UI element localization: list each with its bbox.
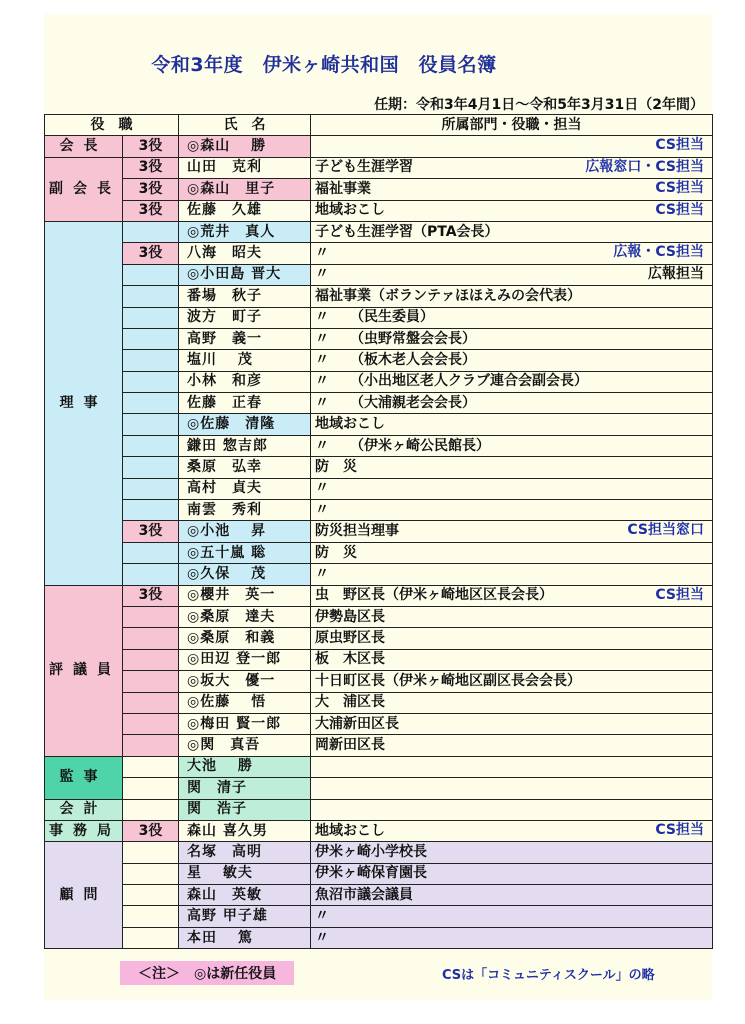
table-header-row (45, 115, 713, 136)
rank-cell (123, 264, 179, 285)
table-row (45, 179, 713, 200)
name-cell: 名塚 高明 (179, 842, 311, 863)
dept-duty: 広報窓口・CS担当 (585, 158, 704, 175)
name-cell: 高村 貞夫 (179, 478, 311, 499)
dept-cell (311, 713, 713, 734)
dept-cell (311, 606, 713, 627)
dept-cell (311, 735, 713, 756)
role-cell: 会計 (45, 799, 123, 820)
rank-cell: 3役 (123, 157, 179, 178)
table-row (45, 585, 713, 606)
role-cell: 副会長 (45, 157, 123, 221)
table-row (45, 307, 713, 328)
dept-cell (311, 200, 713, 221)
term-period: 任期：令和3年4月1日～令和5年3月31日（2年間） (374, 97, 704, 113)
rank-cell (123, 885, 179, 906)
table-row (45, 842, 713, 863)
dept-cell (311, 820, 713, 841)
dept-text: 伊米ヶ崎保育園長 (315, 865, 427, 882)
role-cell: 顧問 (45, 842, 123, 949)
table-row (45, 521, 713, 542)
rank-cell (123, 393, 179, 414)
rank-cell (123, 735, 179, 756)
header-dept: 所属部門・役職・担当 (311, 115, 713, 136)
name-cell: 桑原 弘幸 (179, 457, 311, 478)
dept-text: 原虫野区長 (315, 630, 385, 647)
dept-cell (311, 842, 713, 863)
dept-cell (311, 756, 713, 777)
name-cell: 大池 勝 (179, 756, 311, 777)
roster-sheet (44, 14, 712, 1000)
dept-cell (311, 286, 713, 307)
name-cell: 森山 英敏 (179, 885, 311, 906)
dept-text: 防 災 (315, 544, 357, 561)
dept-cell (311, 179, 713, 200)
rank-cell: 3役 (123, 179, 179, 200)
rank-cell (123, 500, 179, 521)
dept-duty: 広報・CS担当 (613, 244, 704, 261)
dept-cell (311, 136, 713, 157)
name-cell: ◎五十嵐 聡 (179, 542, 311, 563)
dept-cell (311, 542, 713, 563)
rank-cell: 3役 (123, 521, 179, 542)
name-cell: 高野 義一 (179, 328, 311, 349)
table-row (45, 606, 713, 627)
dept-cell (311, 863, 713, 884)
dept-duty: CS担当 (655, 201, 704, 218)
dept-duty: CS担当 (655, 586, 704, 603)
dept-cell (311, 264, 713, 285)
dept-duty: CS担当 (655, 137, 704, 154)
rank-cell (123, 927, 179, 948)
rank-cell: 3役 (123, 243, 179, 264)
name-cell: 南雲 秀利 (179, 500, 311, 521)
dept-cell (311, 692, 713, 713)
role-cell: 理事 (45, 221, 123, 585)
name-cell: 関 浩子 (179, 799, 311, 820)
rank-cell (123, 692, 179, 713)
footer-cs-note: CSは「コミュニティスクール」の略 (442, 968, 655, 983)
table-row (45, 906, 713, 927)
dept-text: 福祉事業 (315, 180, 371, 197)
page-title: 令和3年度 伊米ヶ崎共和国 役員名簿 (151, 54, 497, 76)
header-role: 役 職 (45, 115, 179, 136)
rank-cell (123, 778, 179, 799)
table-row (45, 564, 713, 585)
rank-cell (123, 628, 179, 649)
name-cell: ◎櫻井 英一 (179, 585, 311, 606)
dept-text: 伊米ヶ崎小学校長 (315, 843, 427, 860)
dept-text: 〃 (315, 908, 329, 925)
rank-cell (123, 435, 179, 456)
table-row (45, 136, 713, 157)
table-row (45, 927, 713, 948)
table-row (45, 542, 713, 563)
dept-cell (311, 927, 713, 948)
name-cell: ◎桑原 達夫 (179, 606, 311, 627)
dept-cell (311, 393, 713, 414)
rank-cell (123, 713, 179, 734)
role-cell: 会長 (45, 136, 123, 157)
name-cell: 波方 町子 (179, 307, 311, 328)
name-cell: 番場 秋子 (179, 286, 311, 307)
table-row (45, 778, 713, 799)
dept-duty: CS担当窓口 (627, 522, 704, 539)
dept-text: 地域おこし (315, 416, 385, 433)
rank-cell (123, 371, 179, 392)
rank-cell (123, 221, 179, 242)
table-row (45, 221, 713, 242)
dept-text: 〃 (315, 480, 329, 497)
name-cell: ◎梅田 賢一郎 (179, 713, 311, 734)
name-cell: ◎荒井 真人 (179, 221, 311, 242)
dept-cell (311, 671, 713, 692)
rank-cell (123, 478, 179, 499)
dept-cell (311, 521, 713, 542)
role-cell: 事務局 (45, 820, 123, 841)
dept-duty: CS担当 (655, 180, 704, 197)
name-cell: ◎森山 里子 (179, 179, 311, 200)
table-row (45, 286, 713, 307)
table-row (45, 264, 713, 285)
dept-cell (311, 221, 713, 242)
table-row (45, 820, 713, 841)
dept-text: 十日町区長（伊米ヶ崎地区副区長会会長） (315, 672, 581, 689)
table-row (45, 713, 713, 734)
table-row (45, 692, 713, 713)
dept-cell (311, 885, 713, 906)
name-cell: ◎久保 茂 (179, 564, 311, 585)
name-cell: ◎佐藤 清隆 (179, 414, 311, 435)
table-row (45, 457, 713, 478)
rank-cell (123, 307, 179, 328)
dept-cell (311, 649, 713, 670)
dept-text: 〃 (315, 245, 329, 262)
dept-cell (311, 457, 713, 478)
table-row (45, 200, 713, 221)
rank-cell (123, 328, 179, 349)
dept-cell (311, 157, 713, 178)
rank-cell (123, 756, 179, 777)
table-row (45, 350, 713, 371)
table-row (45, 671, 713, 692)
dept-cell (311, 564, 713, 585)
name-cell: ◎関 真吾 (179, 735, 311, 756)
dept-duty: CS担当 (655, 821, 704, 838)
rank-cell: 3役 (123, 136, 179, 157)
table-row (45, 478, 713, 499)
table-row (45, 414, 713, 435)
dept-text: 〃 （板木老人会会長） (315, 351, 476, 368)
name-cell: 高野 甲子雄 (179, 906, 311, 927)
dept-text: 福祉事業（ボランテァほほえみの会代表） (315, 287, 581, 304)
dept-cell (311, 628, 713, 649)
rank-cell (123, 414, 179, 435)
name-cell: 八海 昭夫 (179, 243, 311, 264)
dept-text: 虫 野区長（伊米ヶ崎地区区長会長） (315, 587, 553, 604)
name-cell: ◎桑原 和義 (179, 628, 311, 649)
dept-cell (311, 414, 713, 435)
name-cell: ◎坂大 優一 (179, 671, 311, 692)
dept-text: 大浦新田区長 (315, 715, 399, 732)
dept-text: 〃 (315, 501, 329, 518)
dept-cell (311, 328, 713, 349)
name-cell: 星 敏夫 (179, 863, 311, 884)
rank-cell (123, 457, 179, 478)
name-cell: 鎌田 惣吉郎 (179, 435, 311, 456)
table-row (45, 628, 713, 649)
dept-text: 〃 （虫野常盤会会長） (315, 330, 476, 347)
dept-text: 伊勢島区長 (315, 608, 385, 625)
header-name: 氏 名 (179, 115, 311, 136)
rank-cell (123, 564, 179, 585)
dept-text: 子ども生涯学習 (315, 159, 413, 176)
table-row (45, 393, 713, 414)
table-row (45, 756, 713, 777)
roster-table (44, 114, 713, 949)
dept-text: 岡新田区長 (315, 737, 385, 754)
dept-cell (311, 307, 713, 328)
dept-text: 地域おこし (315, 202, 385, 219)
name-cell: 小林 和彦 (179, 371, 311, 392)
dept-text: 〃 （民生委員） (315, 309, 434, 326)
rank-cell (123, 671, 179, 692)
table-row (45, 500, 713, 521)
table-row (45, 435, 713, 456)
dept-cell (311, 435, 713, 456)
name-cell: 塩川 茂 (179, 350, 311, 371)
dept-cell (311, 799, 713, 820)
rank-cell: 3役 (123, 820, 179, 841)
name-cell: ◎田辺 登一郎 (179, 649, 311, 670)
roster-body (45, 136, 713, 949)
rank-cell (123, 863, 179, 884)
rank-cell (123, 286, 179, 307)
dept-cell (311, 500, 713, 521)
table-row (45, 243, 713, 264)
dept-cell (311, 906, 713, 927)
table-row (45, 328, 713, 349)
footer-note: ＜注＞ ◎は新任役員 (120, 961, 294, 985)
name-cell: 佐藤 正春 (179, 393, 311, 414)
dept-text: 〃 （大浦親老会会長） (315, 394, 476, 411)
dept-text: 防 災 (315, 458, 357, 475)
rank-cell (123, 799, 179, 820)
rank-cell: 3役 (123, 585, 179, 606)
table-row (45, 863, 713, 884)
rank-cell (123, 842, 179, 863)
table-row (45, 157, 713, 178)
dept-cell (311, 585, 713, 606)
name-cell: ◎小田島 晋大 (179, 264, 311, 285)
rank-cell (123, 542, 179, 563)
dept-text: 地域おこし (315, 822, 385, 839)
name-cell: ◎佐藤 悟 (179, 692, 311, 713)
dept-cell (311, 350, 713, 371)
dept-text: 板 木区長 (315, 651, 385, 668)
dept-text: 〃 (315, 266, 329, 283)
dept-cell (311, 778, 713, 799)
dept-text: 大 浦区長 (315, 694, 385, 711)
name-cell: 山田 克利 (179, 157, 311, 178)
dept-cell (311, 478, 713, 499)
name-cell: 森山 喜久男 (179, 820, 311, 841)
rank-cell (123, 350, 179, 371)
table-row (45, 735, 713, 756)
dept-text: 防災担当理事 (315, 523, 399, 540)
name-cell: 佐藤 久雄 (179, 200, 311, 221)
rank-cell (123, 906, 179, 927)
dept-duty: 広報担当 (648, 265, 704, 282)
rank-cell: 3役 (123, 200, 179, 221)
dept-text: 〃 （伊米ヶ崎公民館長） (315, 437, 490, 454)
name-cell: ◎小池 昇 (179, 521, 311, 542)
name-cell: 関 清子 (179, 778, 311, 799)
dept-cell (311, 371, 713, 392)
rank-cell (123, 649, 179, 670)
table-row (45, 371, 713, 392)
name-cell: 本田 篤 (179, 927, 311, 948)
name-cell: ◎森山 勝 (179, 136, 311, 157)
table-row (45, 649, 713, 670)
table-row (45, 885, 713, 906)
dept-cell (311, 243, 713, 264)
table-row (45, 799, 713, 820)
dept-text: 〃 (315, 929, 329, 946)
dept-text: 魚沼市議会議員 (315, 886, 413, 903)
role-cell: 監事 (45, 756, 123, 799)
dept-text: 〃 (315, 565, 329, 582)
dept-text: 〃 （小出地区老人クラブ連合会副会長） (315, 373, 588, 390)
dept-text: 子ども生涯学習（PTA会長） (315, 223, 499, 240)
rank-cell (123, 606, 179, 627)
role-cell: 評議員 (45, 585, 123, 756)
